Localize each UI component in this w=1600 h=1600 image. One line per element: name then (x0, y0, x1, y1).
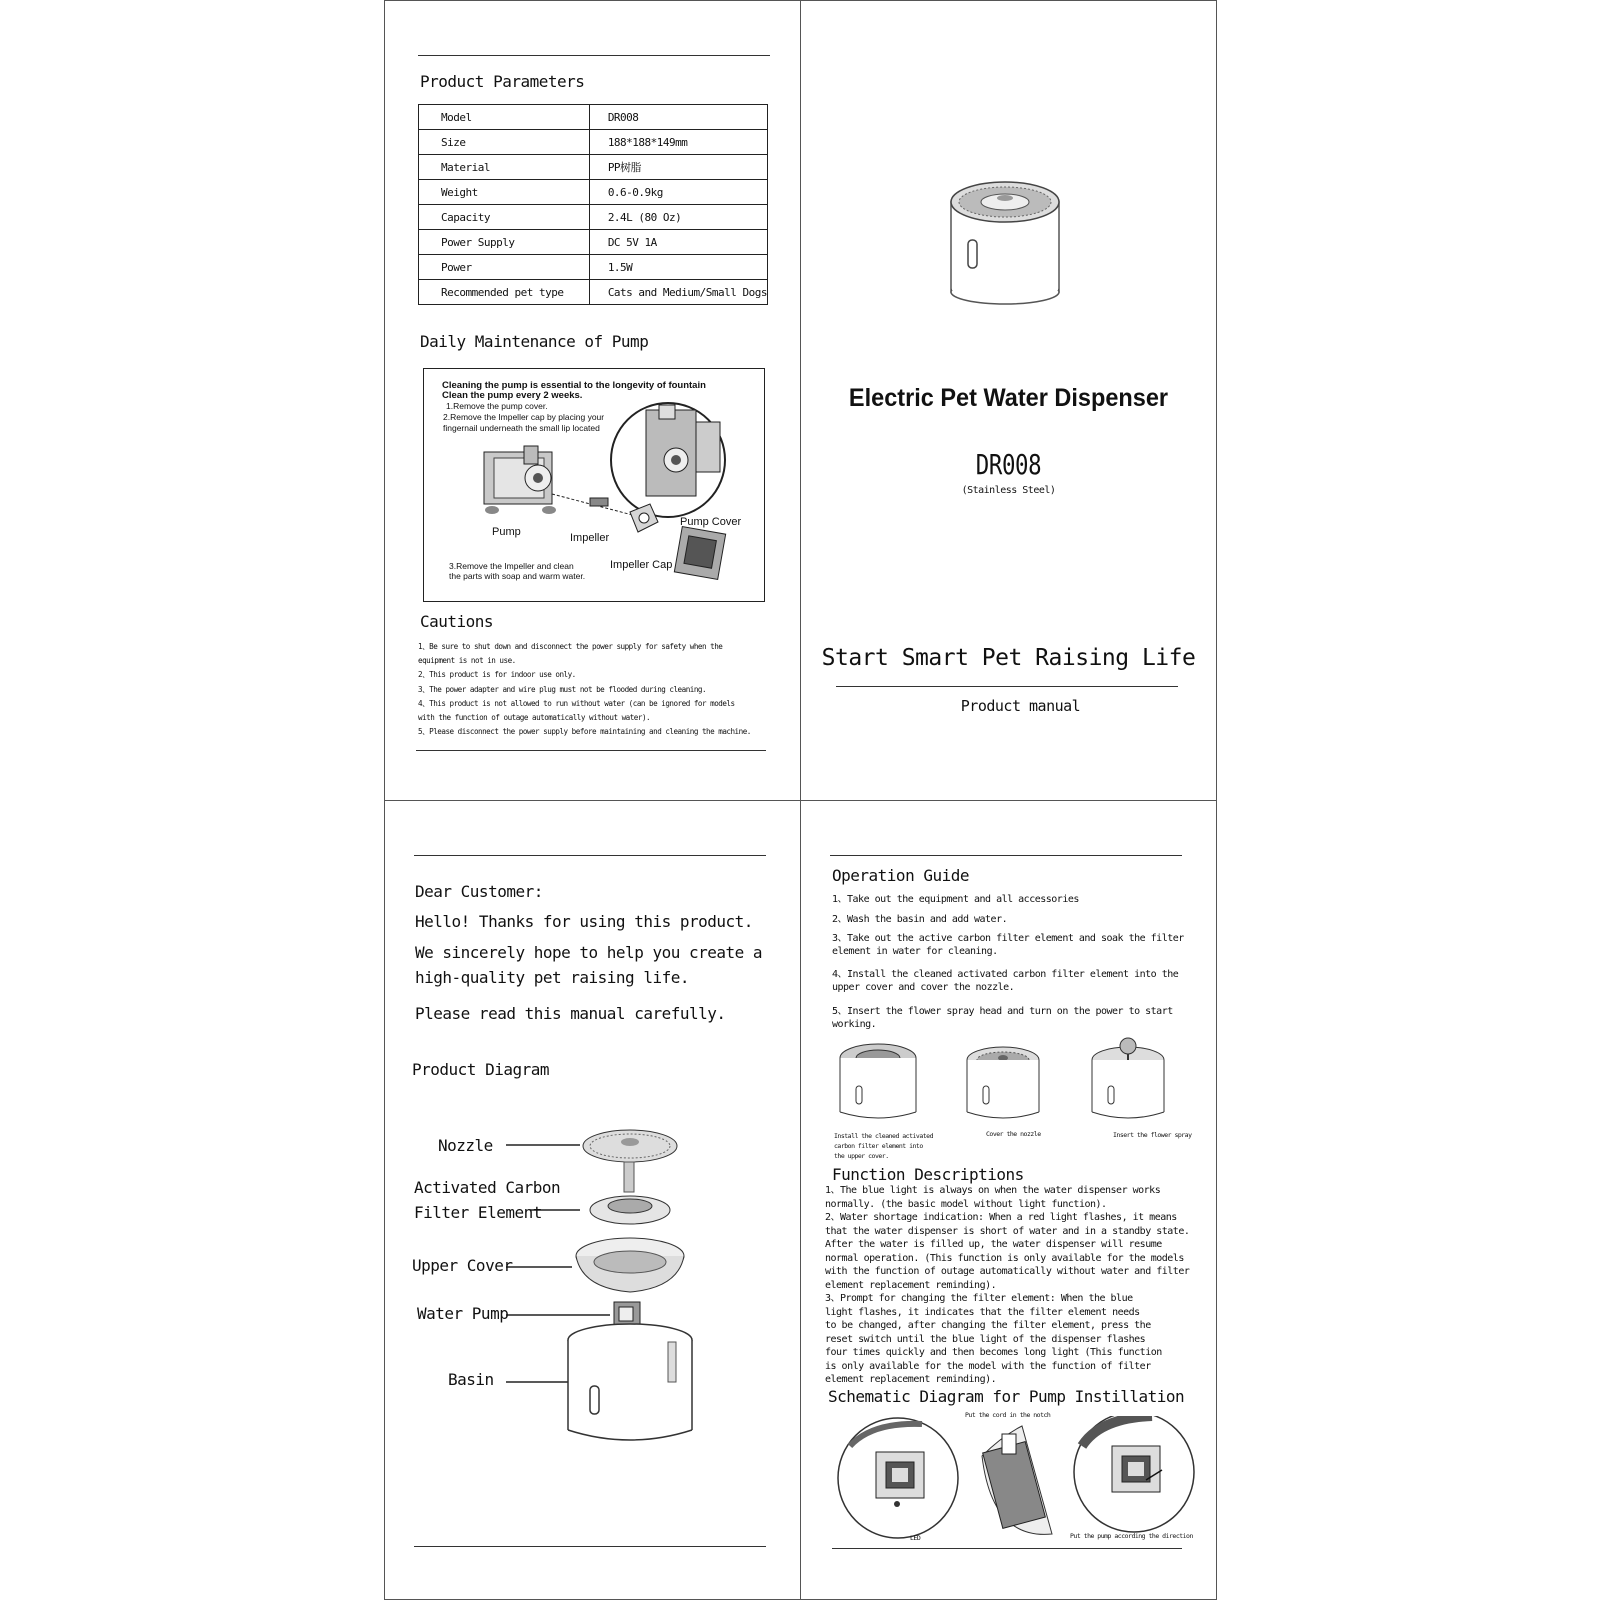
cover-rule (836, 686, 1178, 687)
param-value: PP树脂 (589, 155, 767, 180)
operation-caption-3: Insert the flower spray (1113, 1131, 1192, 1139)
param-value: 2.4L (80 Oz) (589, 205, 767, 230)
diagram-filter-label-b: Filter Element (414, 1203, 542, 1222)
diagram-water-pump-label: Water Pump (417, 1304, 509, 1323)
cautions-title: Cautions (420, 612, 494, 631)
letter-line1: Hello! Thanks for using this product. (415, 912, 753, 931)
maintenance-title: Daily Maintenance of Pump (420, 332, 649, 351)
functions-title: Function Descriptions (832, 1165, 1024, 1184)
function-line: light flashes, it indicates that the filter element needs (825, 1306, 1140, 1318)
maintenance-step2b: fingernail underneath the small lip located (443, 423, 600, 433)
dispenser-illustration (940, 172, 1070, 307)
schematic-direction-label: Put the pump according the direction (1070, 1532, 1193, 1540)
params-table (418, 104, 768, 305)
letter-line4: Please read this manual carefully. (415, 1004, 726, 1023)
param-label: Capacity (419, 205, 590, 230)
top-rule (830, 855, 1182, 856)
caution-line: with the function of outage automatically without water). (418, 713, 651, 723)
top-rule (418, 55, 770, 56)
exploded-diagram (500, 1120, 710, 1460)
function-line: 3、Prompt for changing the filter element: When the blue (825, 1293, 1133, 1304)
label-impeller-cap: Impeller Cap (610, 559, 673, 571)
letter-line2: We sincerely hope to help you create a (415, 943, 763, 962)
function-line: normally. (the basic model without light function). (825, 1198, 1107, 1210)
param-value: DC 5V 1A (589, 230, 767, 255)
function-line: After the water is filled up, the water dispenser will resume (825, 1239, 1162, 1250)
bottom-rule (832, 1548, 1182, 1549)
schematic-led-label: LED (910, 1534, 921, 1542)
schematic-title: Schematic Diagram for Pump Instillation (828, 1387, 1185, 1406)
params-title: Product Parameters (420, 72, 585, 91)
params-row (419, 255, 768, 280)
bottom-rule (416, 750, 766, 751)
cover-title: Electric Pet Water Dispenser (848, 384, 1169, 412)
param-label: Weight (419, 180, 590, 205)
param-label: Power (419, 255, 590, 280)
param-value: 1.5W (589, 255, 767, 280)
cover-model: DR008 (975, 448, 1042, 481)
params-row (419, 130, 768, 155)
operation-line: 3、Take out the active carbon filter element and soak the filter (832, 933, 1184, 944)
params-row (419, 230, 768, 255)
caution-line: 5、Please disconnect the power supply before maintaining and cleaning the machine. (418, 727, 751, 737)
operation-line: 2、Wash the basin and add water. (832, 914, 1008, 925)
pump-install-schematic (832, 1416, 1202, 1540)
param-label: Power Supply (419, 230, 590, 255)
letter-greeting: Dear Customer: (415, 882, 543, 901)
function-line: to be changed, after changing the filter element, press the (825, 1320, 1151, 1331)
letter-line3: high-quality pet raising life. (415, 968, 689, 987)
params-row (419, 155, 768, 180)
operation-caption-1 (834, 1131, 933, 1161)
diagram-title: Product Diagram (412, 1060, 549, 1079)
operation-line: working. (832, 1019, 877, 1030)
label-pump: Pump (492, 526, 521, 538)
diagram-basin-label: Basin (448, 1370, 494, 1389)
caption-line: Install the cleaned activated (834, 1132, 933, 1140)
diagram-nozzle-label: Nozzle (438, 1136, 493, 1155)
function-line: with the function of outage automatically without water and filter (825, 1266, 1190, 1277)
operation-line: 5、Insert the flower spray head and turn on the power to start (832, 1006, 1173, 1017)
operation-line: element in water for cleaning. (832, 946, 998, 957)
function-line: normal operation. (This function is only available for the models (825, 1252, 1184, 1264)
function-line: element replacement reminding). (825, 1374, 997, 1385)
maintenance-step2a: 2.Remove the Impeller cap by placing your (443, 412, 605, 422)
param-label: Model (419, 105, 590, 130)
operation-title: Operation Guide (832, 866, 969, 885)
cautions-list (418, 640, 788, 739)
operation-line: upper cover and cover the nozzle. (832, 982, 1015, 993)
bottom-rule (414, 1546, 766, 1547)
diagram-filter-label-a: Activated Carbon (414, 1178, 561, 1197)
maintenance-heading2: Clean the pump every 2 weeks. (442, 390, 583, 401)
label-pump-cover: Pump Cover (680, 516, 742, 528)
maintenance-step1: 1.Remove the pump cover. (446, 401, 548, 411)
operation-caption-2: Cover the nozzle (986, 1130, 1041, 1138)
params-row (419, 280, 768, 305)
function-line: four times quickly and then becomes long light (This function (825, 1347, 1162, 1358)
param-value: 188*188*149mm (589, 130, 767, 155)
caution-line: 3、The power adapter and wire plug must not be flooded during cleaning. (418, 684, 707, 694)
param-label: Size (419, 130, 590, 155)
diagram-upper-cover-label: Upper Cover (412, 1256, 513, 1275)
maintenance-step3b: the parts with soap and warm water. (449, 571, 586, 581)
param-value: 0.6-0.9kg (589, 180, 767, 205)
label-impeller: Impeller (570, 532, 610, 544)
cover-variant: (Stainless Steel) (961, 485, 1056, 496)
cover-slogan: Start Smart Pet Raising Life (821, 645, 1196, 671)
schematic-cord-label: Put the cord in the notch (965, 1411, 1051, 1419)
caution-line: 2、This product is for indoor use only. (418, 670, 576, 680)
cover-subtitle: Product manual (960, 697, 1081, 715)
function-line: that the water dispenser is short of water and in a standby state. (825, 1225, 1190, 1237)
param-value: Cats and Medium/Small Dogs (589, 280, 767, 305)
param-label: Material (419, 155, 590, 180)
operation-steps-illustration (830, 1036, 1210, 1126)
function-line: 1、The blue light is always on when the water dispenser works (825, 1185, 1161, 1196)
params-row (419, 105, 768, 130)
caption-line: carbon filter element into (834, 1142, 923, 1150)
maintenance-heading1: Cleaning the pump is essential to the longevity of fountain (442, 380, 706, 391)
operation-line: 1、Take out the equipment and all accessories (832, 894, 1079, 905)
params-row (419, 180, 768, 205)
function-line: reset switch until the blue light of the dispenser flashes (825, 1333, 1146, 1345)
operation-line: 4、Install the cleaned activated carbon filter element into the (832, 969, 1179, 980)
param-value: DR008 (589, 105, 767, 130)
caution-line: 4、This product is not allowed to run without water (can be ignored for models (418, 698, 735, 708)
function-line: 2、Water shortage indication: When a red light flashes, it means (825, 1212, 1177, 1223)
params-row (419, 205, 768, 230)
function-line: is only available for the model with the function of filter (825, 1360, 1151, 1372)
top-rule (414, 855, 766, 856)
functions-list (825, 1184, 1189, 1387)
maintenance-step3a: 3.Remove the Impeller and clean (449, 561, 574, 571)
caution-line: 1、Be sure to shut down and disconnect the power supply for safety when the (418, 642, 723, 651)
param-label: Recommended pet type (419, 280, 590, 305)
function-line: element replacement reminding). (825, 1279, 997, 1291)
caption-line: the upper cover. (834, 1152, 889, 1160)
caution-line: equipment is not in use. (418, 656, 516, 666)
